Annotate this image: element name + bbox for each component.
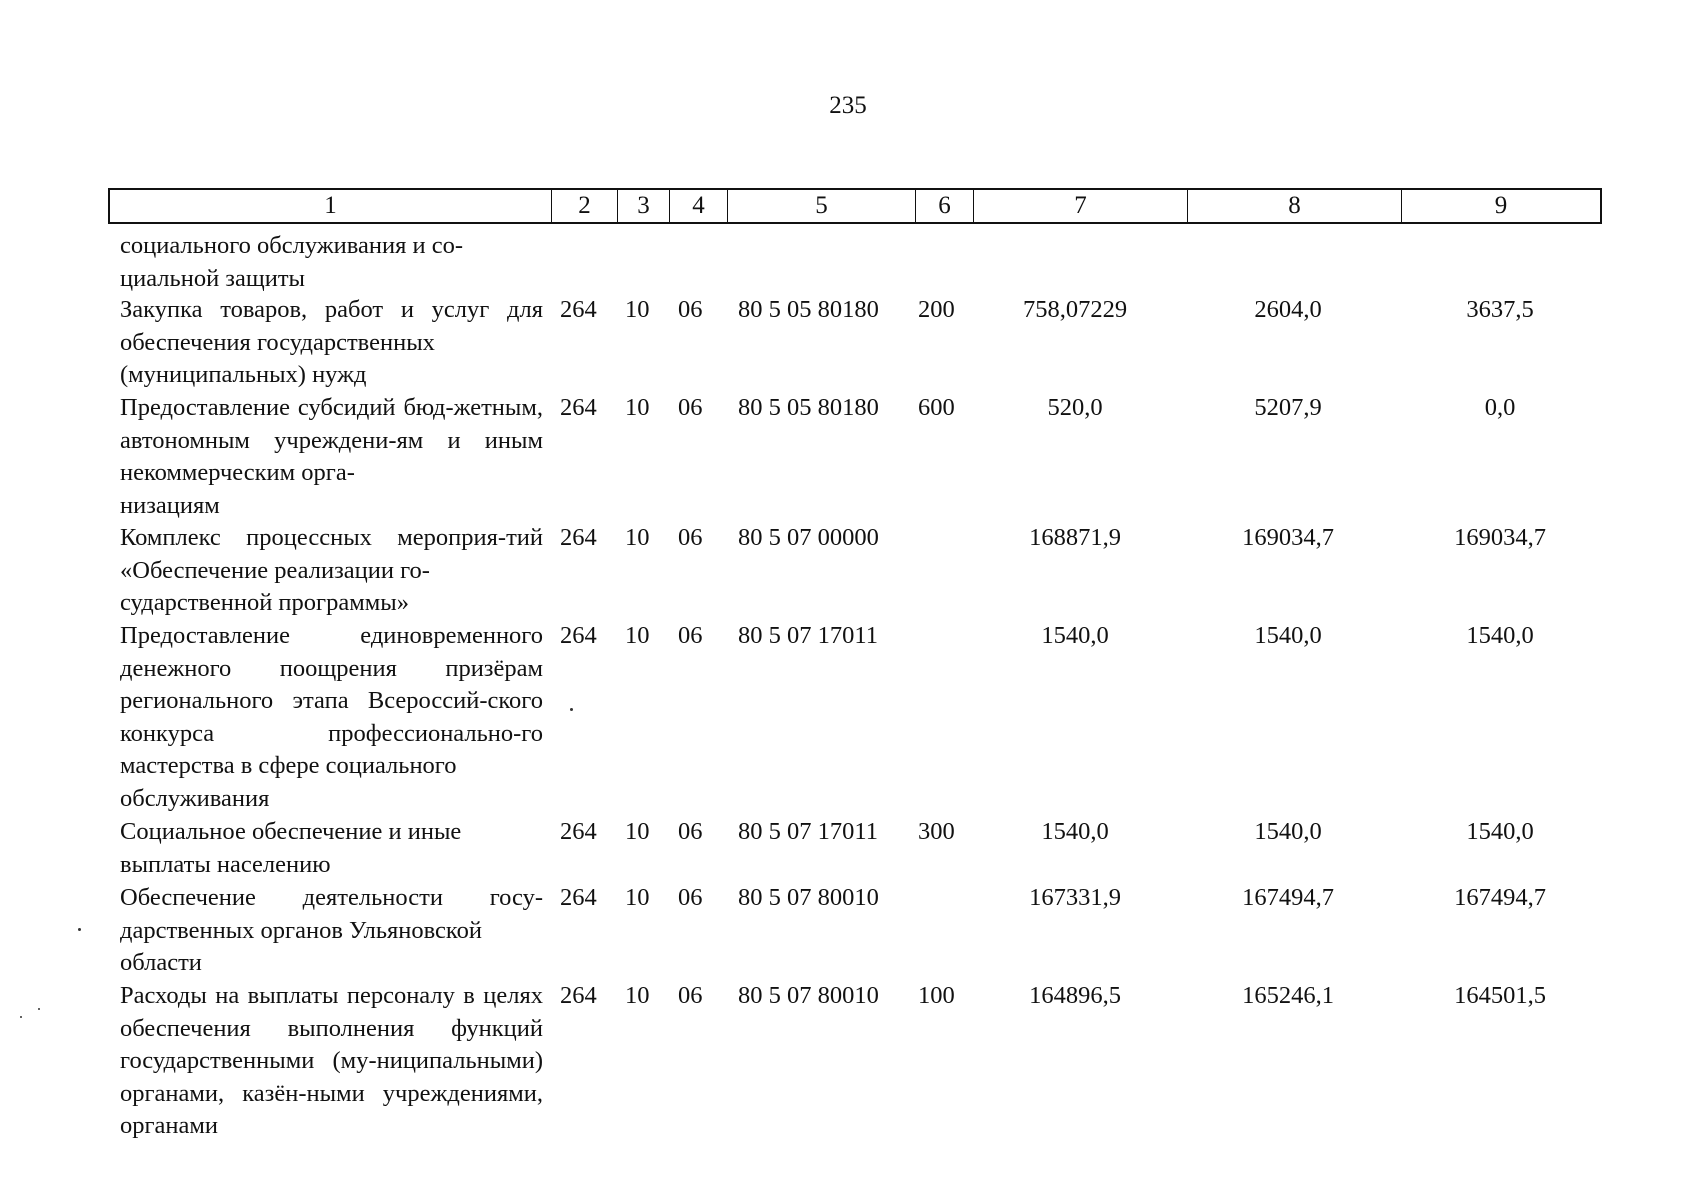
cell-col-5: 80 5 05 80180 <box>738 394 879 421</box>
cell-col-8: 1540,0 <box>1254 818 1322 845</box>
cell-col-9: 164501,5 <box>1454 982 1546 1009</box>
cell-col-6: 600 <box>918 394 955 421</box>
row-name: Социальное обеспечение и иные выплаты населению <box>120 818 462 878</box>
cell-col-4: 06 <box>678 884 703 911</box>
cell-col-6: 300 <box>918 818 955 845</box>
cell-col-7: 167331,9 <box>1029 884 1121 911</box>
cell-col-4: 06 <box>678 524 703 551</box>
cell-col-5: 80 5 05 80180 <box>738 296 879 323</box>
cell-col-6: 200 <box>918 296 955 323</box>
scan-speck <box>20 1016 22 1018</box>
header-col-1: 1 <box>110 190 552 222</box>
page-number: 235 <box>829 92 867 119</box>
cell-col-6: 100 <box>918 982 955 1009</box>
cell-col-5: 80 5 07 17011 <box>738 818 878 845</box>
scan-speck <box>570 708 573 711</box>
cell-col-2: 264 <box>560 982 597 1009</box>
cell-col-7: 164896,5 <box>1029 982 1121 1009</box>
cell-col-2: 264 <box>560 622 597 649</box>
cell-col-4: 06 <box>678 982 703 1009</box>
cell-col-2: 264 <box>560 884 597 911</box>
header-col-5: 5 <box>728 190 916 222</box>
row-name: Предоставление субсидий бюд-жетным, автономным учреждени-ям и иным некоммерческим орга- низациям <box>120 394 543 519</box>
cell-col-8: 2604,0 <box>1254 296 1322 323</box>
cell-col-9: 167494,7 <box>1454 884 1546 911</box>
header-col-6: 6 <box>916 190 974 222</box>
row-name: социального обслуживания и со- циальной защиты <box>120 232 464 292</box>
cell-col-8: 167494,7 <box>1242 884 1334 911</box>
scan-speck <box>78 928 81 931</box>
table-header <box>108 188 1602 224</box>
header-col-9: 9 <box>1494 192 1508 219</box>
cell-col-2: 264 <box>560 296 597 323</box>
row-name: Комплекс процессных мероприя-тий «Обеспечение реализации го- сударственной программы» <box>120 524 543 616</box>
cell-col-3: 10 <box>625 296 650 323</box>
cell-col-3: 10 <box>625 884 650 911</box>
cell-col-8: 165246,1 <box>1242 982 1334 1009</box>
cell-col-4: 06 <box>678 296 703 323</box>
cell-col-3: 10 <box>625 394 650 421</box>
cell-col-7: 168871,9 <box>1029 524 1121 551</box>
cell-col-5: 80 5 07 80010 <box>738 982 879 1009</box>
header-col-4: 4 <box>670 190 728 222</box>
cell-col-7: 1540,0 <box>1041 818 1109 845</box>
row-name: Расходы на выплаты персоналу в целях обеспечения выполнения функций государственными (му-ниципальными) органами, казён-ными учреждениями, органами <box>120 982 543 1139</box>
cell-col-2: 264 <box>560 524 597 551</box>
row-name: Обеспечение деятельности госу-дарственных органов Ульяновской области <box>120 884 543 976</box>
cell-col-8: 1540,0 <box>1254 622 1322 649</box>
cell-col-3: 10 <box>625 818 650 845</box>
cell-col-3: 10 <box>625 982 650 1009</box>
row-name: Предоставление единовременного денежного поощрения призёрам регионального этапа Всероссий-ского конкурса профессионально-го мастерства в сфере социального обслуживания <box>120 622 543 812</box>
header-col-2: 2 <box>552 190 618 222</box>
cell-col-7: 758,07229 <box>1022 296 1128 323</box>
cell-col-2: 264 <box>560 818 597 845</box>
cell-col-4: 06 <box>678 394 703 421</box>
cell-col-7: 1540,0 <box>1041 622 1109 649</box>
cell-col-9: 0,0 <box>1484 394 1516 421</box>
cell-col-4: 06 <box>678 622 703 649</box>
cell-col-9: 3637,5 <box>1466 296 1534 323</box>
header-col-8: 8 <box>1188 190 1402 222</box>
cell-col-8: 5207,9 <box>1254 394 1322 421</box>
cell-col-5: 80 5 07 80010 <box>738 884 879 911</box>
cell-col-8: 169034,7 <box>1242 524 1334 551</box>
cell-col-3: 10 <box>625 524 650 551</box>
cell-col-9: 1540,0 <box>1466 622 1534 649</box>
cell-col-3: 10 <box>625 622 650 649</box>
row-name: Закупка товаров, работ и услуг для обеспечения государственных (муниципальных) нужд <box>120 296 543 388</box>
cell-col-9: 169034,7 <box>1454 524 1546 551</box>
header-col-3: 3 <box>618 190 670 222</box>
cell-col-4: 06 <box>678 818 703 845</box>
header-col-7: 7 <box>974 190 1188 222</box>
cell-col-5: 80 5 07 17011 <box>738 622 878 649</box>
cell-col-2: 264 <box>560 394 597 421</box>
cell-col-5: 80 5 07 00000 <box>738 524 879 551</box>
cell-col-7: 520,0 <box>1047 394 1103 421</box>
cell-col-9: 1540,0 <box>1466 818 1534 845</box>
scan-speck <box>38 1008 40 1010</box>
